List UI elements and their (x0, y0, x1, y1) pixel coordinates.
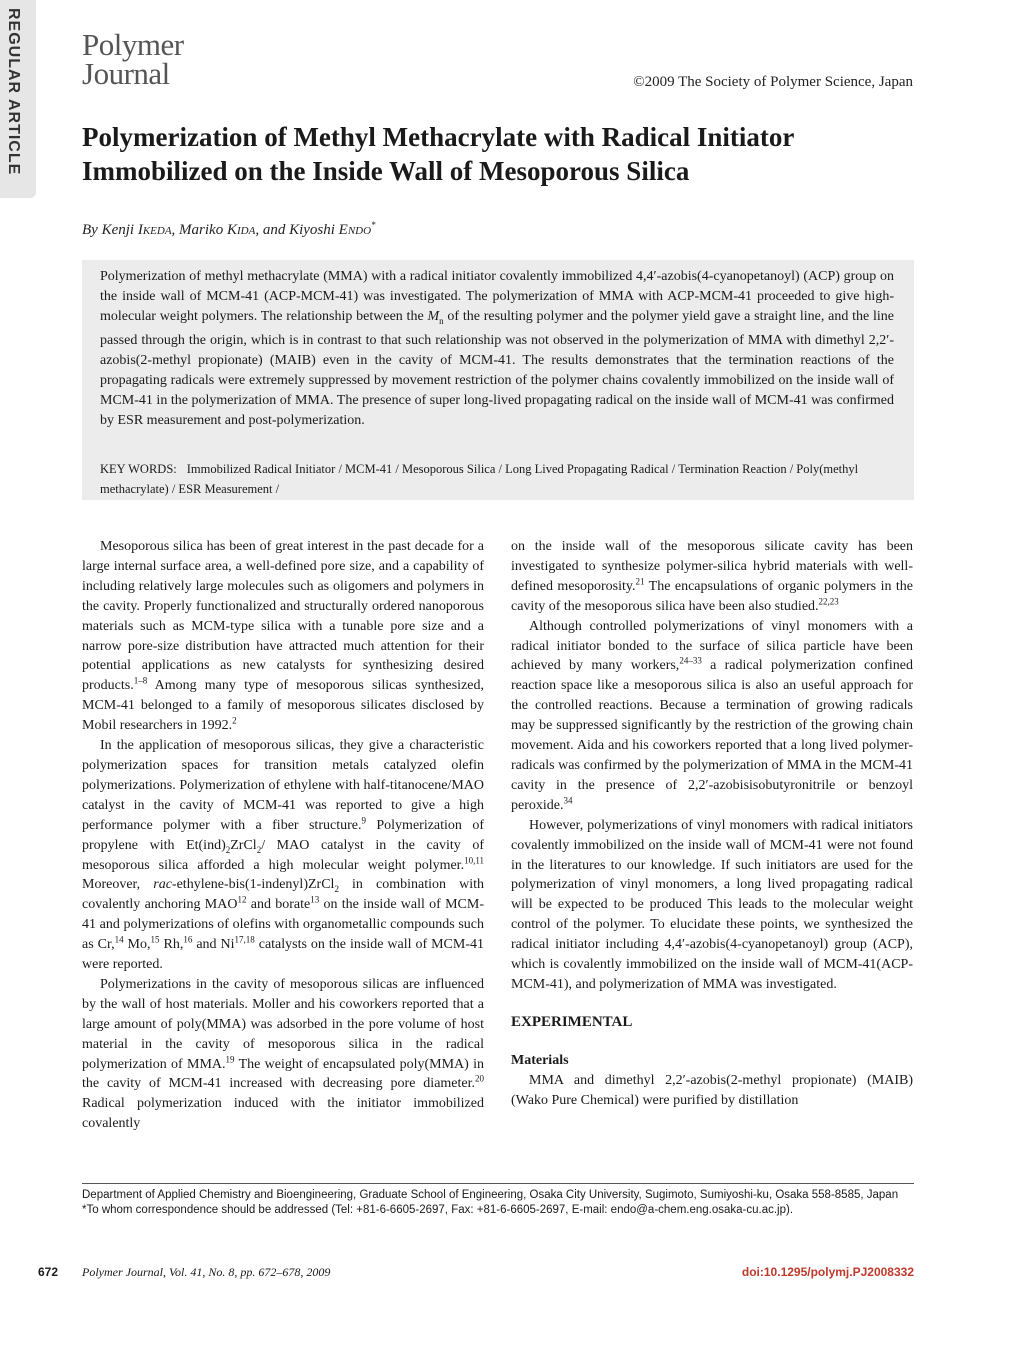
affiliation-footnote (82, 1188, 914, 1218)
citation: 15 (150, 934, 160, 945)
footnote-rule (82, 1183, 914, 1184)
article-type-label: REGULAR ARTICLE (5, 8, 22, 176)
subsection-heading: Materials (511, 1052, 569, 1068)
keywords (100, 459, 894, 499)
page-number: 672 (38, 1265, 59, 1279)
title-line-2: Immobilized on the Inside Wall of Mesoporous Silica (82, 156, 690, 186)
citation: 24–33 (679, 655, 702, 666)
byline-prefix: By Kenji (82, 222, 135, 238)
body-left-column (82, 537, 484, 1134)
paragraph: In the application of mesoporous silicas, they give a characteristic polymerization spaces for transition metals catalyzed olefin polymerizations. Polymerization of ethylene with half-titanocene/MAO catalyst in the cavity of MCM-41 was reported to give a high performance polymer with a fiber structure.$^9$ Polymerization of propylene with $Et(ind)_2ZrCl_2/$ MAO catalyst in the cavity of mesoporous silica afforded a high molecular weight polymer.$^{10,11}$ Moreover, rac-ethylene-bis(1-indenyl)ZrCl$_2$ in combination with covalently anchoring MAO$^{12}$ and borate$^{13}$ on the inside wall of MCM-41 and polymerizations of olefins with organometallic compounds such as Cr,$^{14}$ Mo,$^{15}$ Rh,$^{16}$ and Ni$^{17,18}$ catalysts on the inside wall of MCM-41 were reported. (82, 738, 485, 973)
author-1-surname: Ikeda (137, 222, 172, 238)
paragraph: MMA and dimethyl 2,2′-azobis(2-methyl propionate) (MAIB) (Wako Pure Chemical) were purified by distillation (511, 1072, 913, 1108)
mn-subscript: n (439, 315, 444, 326)
doi-link[interactable]: doi:10.1295/polymj.PJ2008332 (741, 1265, 914, 1279)
logo-line-1: Polymer (82, 27, 184, 62)
citation: 13 (310, 894, 320, 905)
section-heading: EXPERIMENTAL (511, 1013, 633, 1030)
body-right-column (511, 537, 913, 1110)
article-type-tab (0, 0, 36, 198)
keywords-list: Immobilized Radical Initiator / MCM-41 / Mesoporous Silica / Long Lived Propagating Radical / Termination Reaction / Poly(methyl methacrylate) / ESR Measurement / (100, 462, 859, 496)
citation: 22,23 (818, 596, 839, 607)
paragraph: Mesoporous silica has been of great interest in the past decade for a large internal surface area, a well-defined pore size, and a capability of including relatively large molecules such as oligomers and polymers in the cavity. Properly functionalized and structurally ordered nanoporous materials such as MCM-type silica with a tunable pore size and a narrow pore-size distribution have attracted much attention for their potential applications as new catalysts for synthesizing desired products.$^{1-8}$ Among many type of mesoporous silicas synthesized, MCM-41 belonged to a family of mesoporous silicates disclosed by Mobil researchers in 1992.$^2$ (82, 539, 484, 734)
citation: 1–8 (133, 675, 148, 686)
author-3-surname: Endo (338, 222, 372, 238)
citation: 12 (237, 894, 247, 905)
abstract-part-1: Polymerization of methyl methacrylate (MMA) with a radical initiator covalently immobilized 4,4′-azobis(4-cyanopetanoyl) (ACP) group on the inside wall of MCM-41 (ACP-MCM-41) was investigated. The polymerization of MMA with ACP-MCM-41 proceeded to give high-molecular weight polymers. The relationship between the (100, 269, 894, 324)
copyright-notice: ©2009 The Society of Polymer Science, Japan (633, 74, 913, 90)
paragraph: on the inside wall of the mesoporous silicate cavity has been investigated to synthesize polymer-silica hybrid materials with well-defined mesoporosity.$^{21}$ The encapsulations of organic polymers in the cavity of the mesoporous silica have been also studied.$^{22,23}$ (511, 539, 914, 614)
corresponding-mark: * (371, 220, 376, 230)
logo-line-2: Journal (82, 56, 170, 91)
title-line-1: Polymerization of Methyl Methacrylate with Radical Initiator (82, 122, 795, 152)
citation: 9 (361, 815, 366, 826)
citation: 34 (563, 795, 573, 806)
citation: 14 (114, 934, 124, 945)
paragraph: Polymerizations in the cavity of mesoporous silicas are influenced by the wall of host materials. Moller and his coworkers reported that a large amount of poly(MMA) was adsorbed in the pore volume of host material in the cavity of mesoporous silica in the radical polymerization of MMA.$^{19}$ The weight of encapsulated poly(MMA) in the cavity of MCM-41 increased with decreasing pore diameter.$^{20}$ Radical polymerization induced with the initiator immobilized covalently (82, 976, 485, 1132)
citation: 21 (635, 576, 645, 587)
mn-symbol: M (427, 309, 440, 324)
journal-logo (82, 27, 184, 91)
byline-sep-2: , and Kiyoshi (255, 222, 335, 238)
citation: 17,18 (234, 934, 255, 945)
citation: 2 (232, 715, 237, 726)
citation: 10,11 (464, 854, 484, 865)
affiliation-line: Department of Applied Chemistry and Bioengineering, Graduate School of Engineering, Osaka City University, Sugimoto, Sumiyoshi-ku, Osaka 558-8585, Japan (82, 1189, 899, 1201)
journal-citation: Polymer Journal, Vol. 41, No. 8, pp. 672–678, 2009 (82, 1265, 331, 1279)
article-title (82, 120, 922, 188)
abstract-text (100, 267, 894, 431)
abstract-part-2: of the resulting polymer and the polymer yield gave a straight line, and the line passed through the origin, which is in contrast to that such relationship was not observed in the polymerization of MMA with dimethyl 2,2′-azobis(2-methyl propionate) (MAIB) even in the cavity of MCM-41. The results demonstrates that the termination reactions of the propagating radicals were extremely suppressed by movement restriction of the polymer chains covalently immobilized on the inside wall of MCM-41 in the polymerization of MMA. The presence of super long-lived propagating radical on the inside wall of MCM-41 was confirmed by ESR measurement and post-polymerization. (100, 309, 895, 428)
citation: 20 (475, 1073, 484, 1084)
paragraph: Although controlled polymerizations of vinyl monomers with a radical initiator bonded to the surface of silica particle have been achieved by many workers,$^{24-33}$ a radical polymerization confined reaction space like a mesoporous silica is also an useful approach for the controlled reactions. Because a termination of growing radicals may be suppressed significantly by the restriction of the growing chain movement. Aida and his coworkers reported that a long lived polymer-radicals was confirmed by the polymerization of MMA in the MCM-41 cavity in the presence of 2,2′-azobisisobutyronitrile or benzoyl peroxide.$^{34}$ (511, 618, 913, 813)
paragraph: However, polymerizations of vinyl monomers with radical initiators covalently immobilized on the inside wall of MCM-41 were not found in the literatures to our knowledge. If such initiators are used for the polymerization of vinyl monomers, a long lived propagating radical will be expected to be produced This leads to the molecular weight control of the polymer. To elucidate these points, we synthesized the radical initiator including 4,4′-azobis(4-cyanopetanoyl) group (ACP), which is covalently immobilized on the inside wall of MCM-41(ACP-MCM-41), and polymerization of MMA was investigated. (511, 817, 913, 992)
byline-sep-1: , Mariko (171, 222, 224, 238)
citation: 16 (183, 934, 193, 945)
author-byline (82, 220, 376, 239)
citation: 19 (225, 1053, 235, 1064)
keywords-label: KEY WORDS: (100, 462, 177, 476)
author-2-surname: Kida (226, 222, 256, 238)
correspondence-line: *To whom correspondence should be addressed (Tel: +81-6-6605-2697, Fax: +81-6-6605-2697, E-mail: endo@a-chem.eng.osaka-cu.ac.jp). (82, 1204, 794, 1216)
